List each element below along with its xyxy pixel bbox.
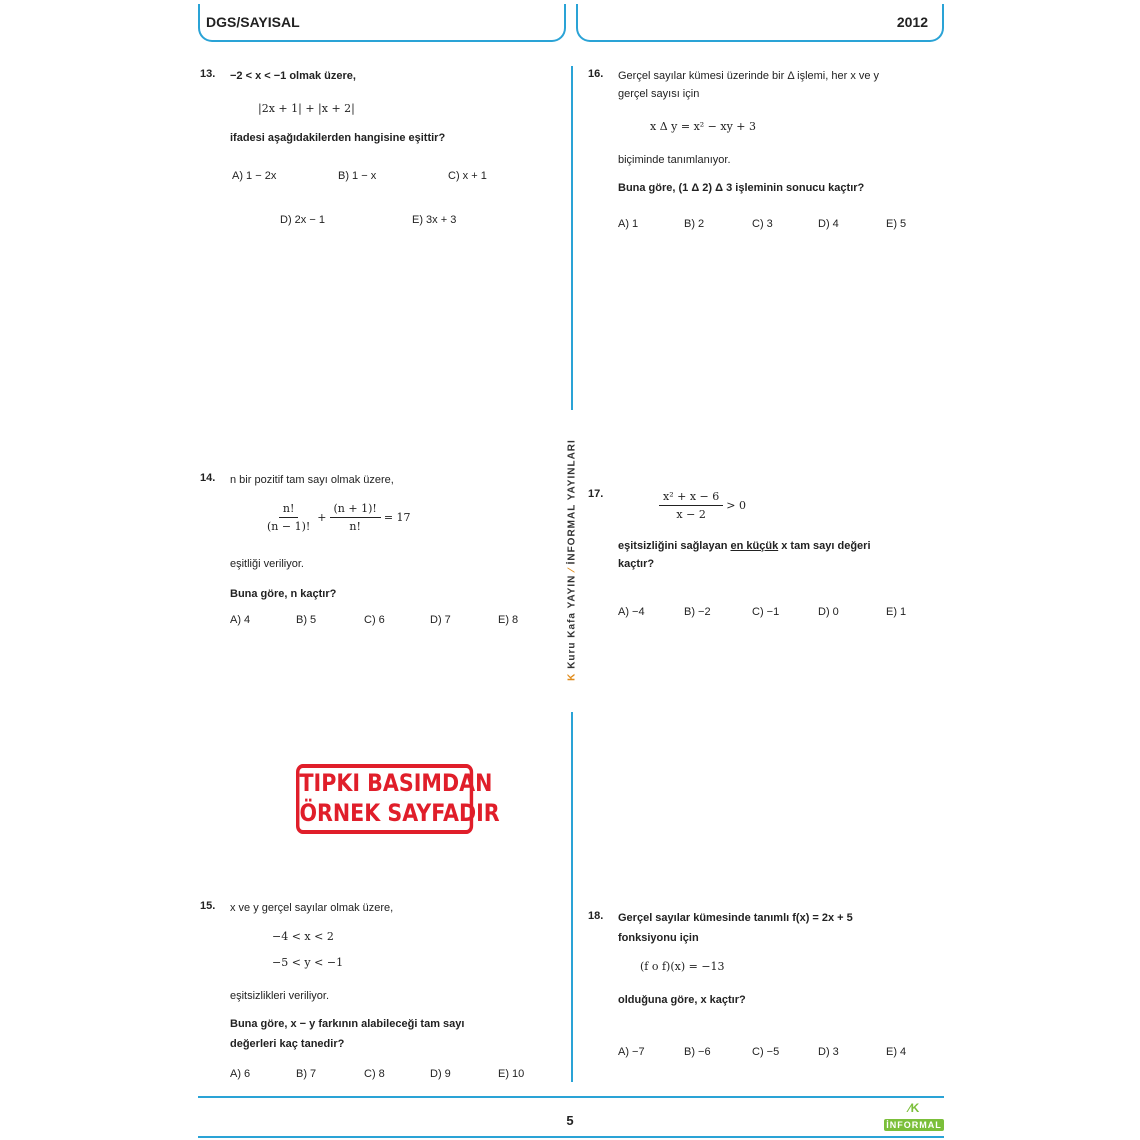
q15-option-a[interactable]: A) 6 [230,1068,251,1080]
page-number: 5 [566,1113,574,1128]
column-divider-top [571,66,573,410]
q18-option-a[interactable]: A) −7 [618,1046,645,1058]
publisher-main: İNFORMAL YAYINLARI [566,439,578,565]
q16-option-e[interactable]: E) 5 [886,218,907,230]
q14-rhs: = 17 [383,511,411,524]
q14-fraction2-denominator: n! [349,520,361,533]
q13-option-c[interactable]: C) x + 1 [448,170,487,182]
header-year: 2012 [576,4,944,42]
header-exam-title: DGS/SAYISAL [198,4,566,42]
q18-line2: fonksiyonu için [618,932,699,944]
q17-question-post: x tam sayı değeri [778,540,871,552]
question-number: 16. [588,68,604,80]
q14-option-a[interactable]: A) 4 [230,614,251,626]
publisher-yayin: YAYIN [566,574,578,609]
q13-option-a[interactable]: A) 1 − 2x [232,170,277,182]
question-number: 13. [200,68,216,80]
q13-expression: |2x + 1| + |x + 2| [258,102,355,115]
q17-inequality [656,490,746,521]
q16-defined: biçiminde tanımlanıyor. [618,154,731,166]
q17-numerator: x² + x − 6 [659,490,723,506]
q13-condition: −2 < x < −1 olmak üzere, [230,70,356,82]
question-15 [200,900,560,1090]
logo-mark: ⁄K [908,1101,920,1115]
q18-option-b[interactable]: B) −6 [684,1046,711,1058]
q17-denominator: x − 2 [676,508,706,521]
q16-option-b[interactable]: B) 2 [684,218,705,230]
q14-option-b[interactable]: B) 5 [296,614,317,626]
logo-text: İNFORMAL [886,1120,942,1130]
q15-question-line2: değerleri kaç tanedir? [230,1038,345,1050]
q14-fraction1-denominator: (n − 1)! [267,520,311,533]
q17-question-line2: kaçtır? [618,558,655,570]
q17-question-emphasis: en küçük [730,540,779,552]
q15-option-b[interactable]: B) 7 [296,1068,317,1080]
q13-question: ifadesi aşağıdakilerden hangisine eşittir? [230,132,446,144]
question-number: 17. [588,488,604,500]
question-13 [200,68,560,238]
q17-question-pre: eşitsizliğini sağlayan [618,540,731,552]
q17-option-a[interactable]: A) −4 [618,606,645,618]
q15-option-d[interactable]: D) 9 [430,1068,451,1080]
q16-option-a[interactable]: A) 1 [618,218,639,230]
q17-option-d[interactable]: D) 0 [818,606,839,618]
q17-option-c[interactable]: C) −1 [752,606,780,618]
q13-option-d[interactable]: D) 2x − 1 [280,214,325,226]
q15-question-line1: Buna göre, x − y farkının alabileceği tam sayı [230,1018,465,1030]
footer-rule-top [198,1096,944,1098]
publisher-prefix: Kuru Kafa [566,612,578,669]
q14-plus: + [317,511,327,524]
q18-option-e[interactable]: E) 4 [886,1046,907,1058]
q14-fraction1-numerator: n! [279,502,299,518]
q14-equation [260,502,411,533]
question-14 [200,472,560,632]
q18-option-d[interactable]: D) 3 [818,1046,839,1058]
q16-definition: x Δ y = x² − xy + 3 [650,120,757,133]
q15-intro: x ve y gerçel sayılar olmak üzere, [230,902,394,914]
question-17 [588,488,940,628]
publisher-vertical-label: K Kuru Kafa YAYIN ⁄ İNFORMAL YAYINLARI [566,439,578,681]
q17-option-e[interactable]: E) 1 [886,606,907,618]
question-18 [588,910,940,1070]
q13-option-b[interactable]: B) 1 − x [338,170,377,182]
q16-option-c[interactable]: C) 3 [752,218,773,230]
question-number: 18. [588,910,604,922]
publisher-logo [884,1101,944,1135]
q14-option-c[interactable]: C) 6 [364,614,385,626]
stamp-line-2: ÖRNEK SAYFADIR [299,799,500,827]
q14-intro: n bir pozitif tam sayı olmak üzere, [230,474,394,486]
q15-option-e[interactable]: E) 10 [498,1068,525,1080]
q15-inequality-x: −4 < x < 2 [272,930,334,943]
q14-fraction2-numerator: (n + 1)! [330,502,381,518]
q15-inequality-y: −5 < y < −1 [272,956,344,969]
q16-question: Buna göre, (1 Δ 2) Δ 3 işleminin sonucu kaçtır? [618,182,865,194]
q18-option-c[interactable]: C) −5 [752,1046,780,1058]
q17-rhs: > 0 [726,499,746,512]
question-16 [588,68,940,238]
q13-option-e[interactable]: E) 3x + 3 [412,214,457,226]
stamp-line-1: TIPKI BASIMDAN [299,769,493,797]
q17-option-b[interactable]: B) −2 [684,606,711,618]
q17-question-line1 [618,540,871,552]
question-number: 15. [200,900,216,912]
question-number: 14. [200,472,216,484]
sample-page-stamp [296,764,500,834]
q18-line1: Gerçel sayılar kümesinde tanımlı f(x) = 2x + 5 [618,912,853,924]
q15-option-c[interactable]: C) 8 [364,1068,385,1080]
q18-question: olduğuna göre, x kaçtır? [618,994,746,1006]
q14-question: Buna göre, n kaçtır? [230,588,337,600]
q14-given: eşitliği veriliyor. [230,558,304,570]
column-divider-bottom [571,712,573,1082]
q15-given: eşitsizlikleri veriliyor. [230,990,330,1002]
q16-option-d[interactable]: D) 4 [818,218,839,230]
publisher-mark: K [566,672,578,681]
q16-intro-line2: gerçel sayısı için [618,88,700,100]
q14-option-d[interactable]: D) 7 [430,614,451,626]
footer-rule-bottom [198,1136,944,1138]
q14-option-e[interactable]: E) 8 [498,614,519,626]
q16-intro-line1: Gerçel sayılar kümesi üzerinde bir Δ işlemi, her x ve y [618,70,880,82]
q18-expression: (f o f)(x) = −13 [640,960,725,973]
